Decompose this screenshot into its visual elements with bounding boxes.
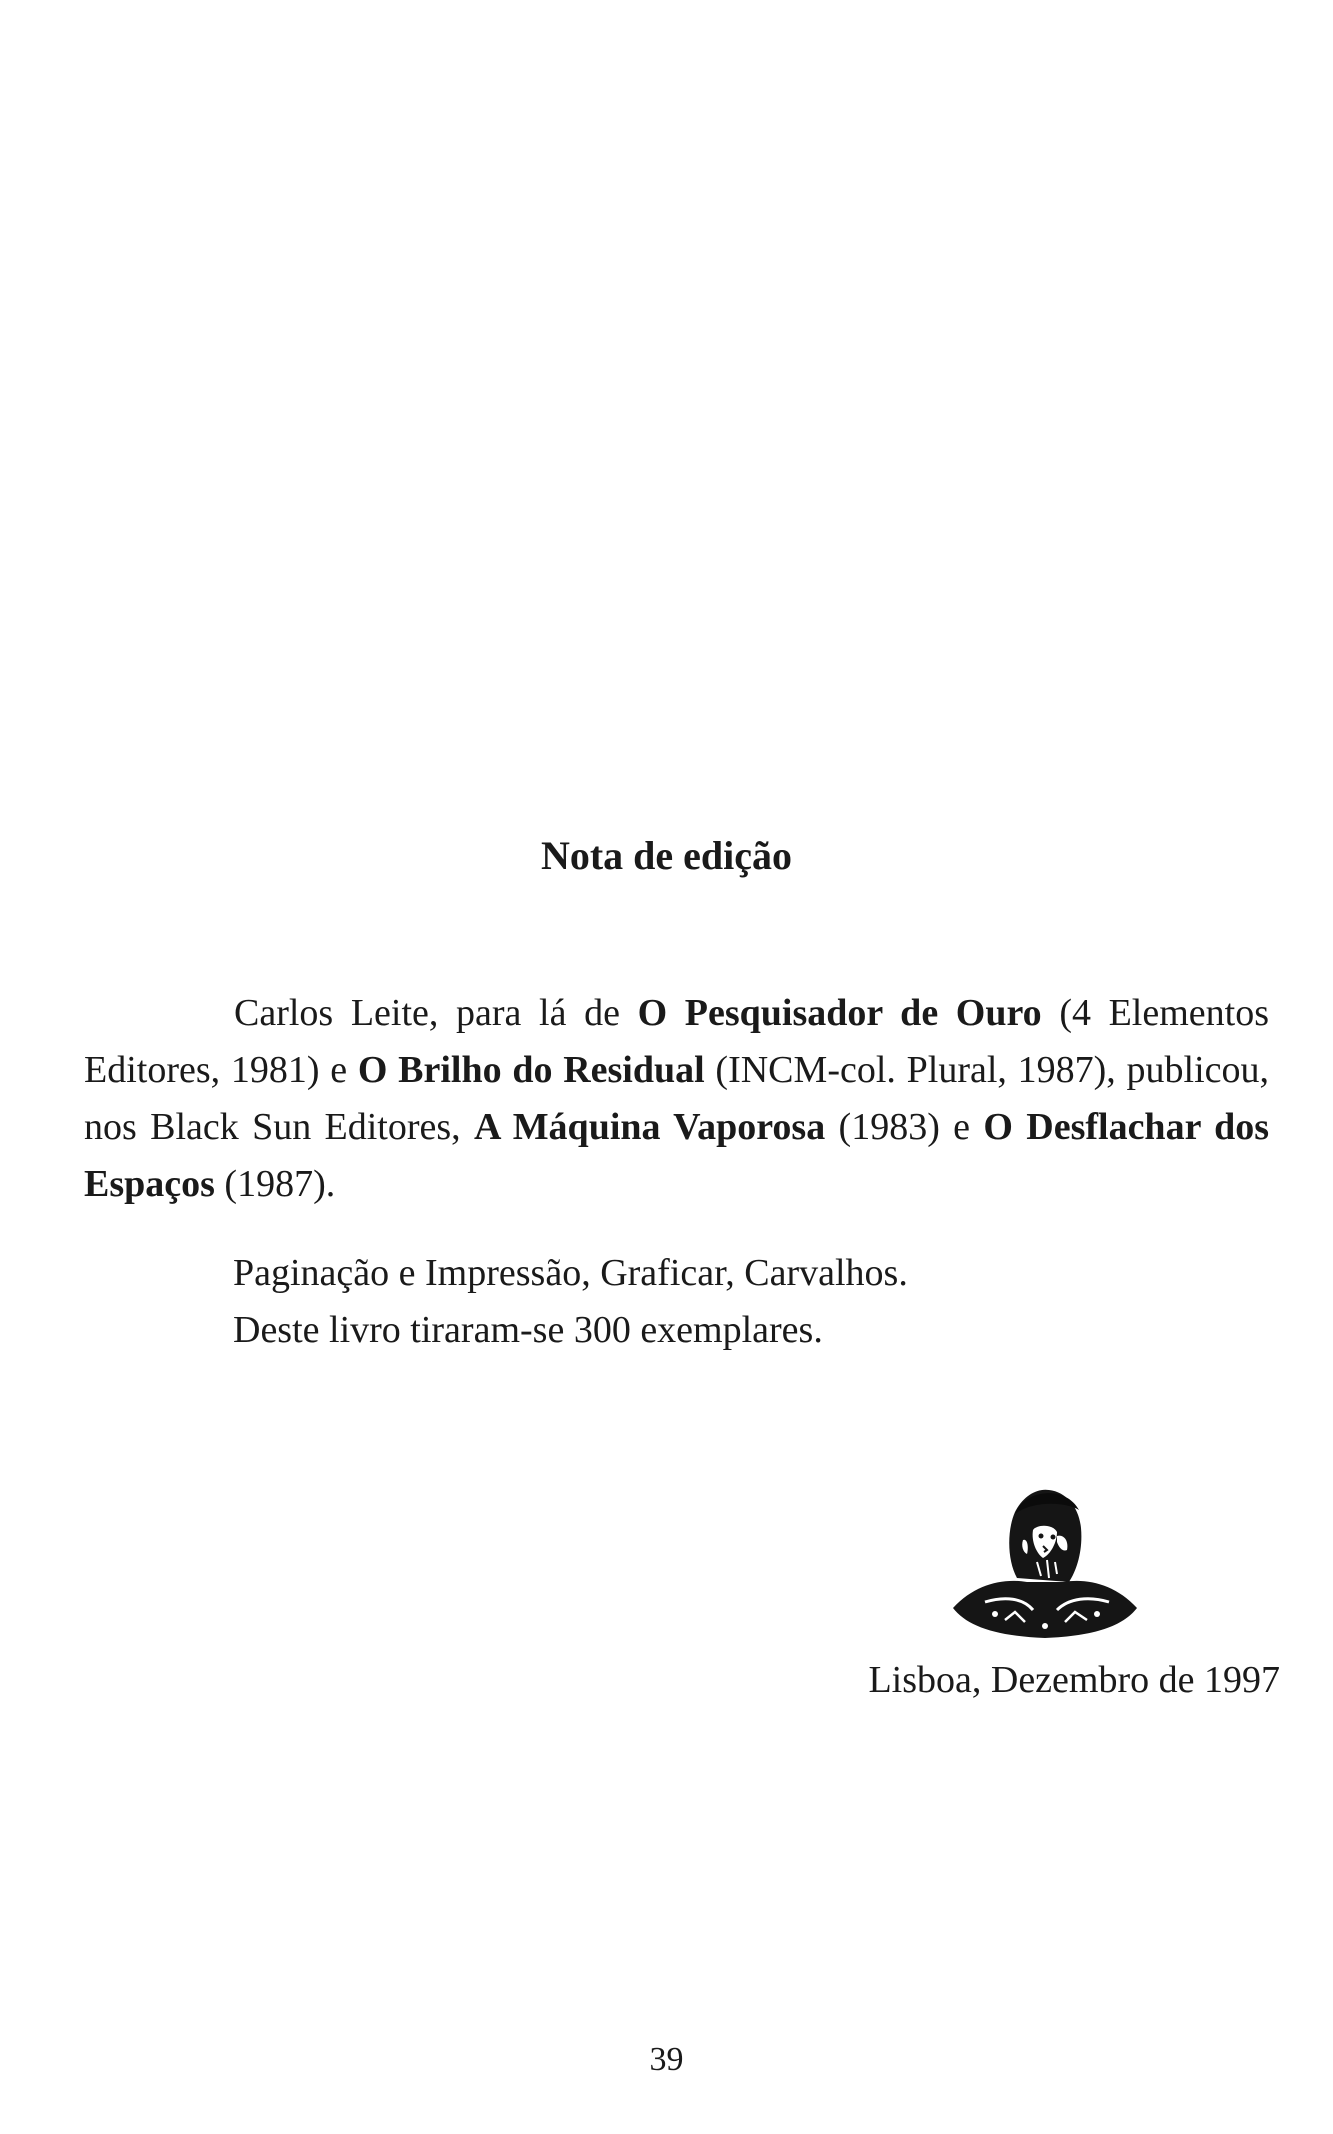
page-number: 39 (649, 2041, 684, 2078)
note-text-2: (4 Elementos Editores, 1981) e (84, 992, 1269, 1091)
note-text-4: (1983) e (825, 1106, 984, 1148)
book-title-pesquisador: O Pesquisador de Ouro (637, 992, 1042, 1034)
seal-portrait-icon (945, 1480, 1145, 1640)
book-title-brilho: O Brilho do Residual (357, 1049, 705, 1091)
note-text-1: Carlos Leite, para lá de (234, 992, 638, 1034)
book-title-maquina: A Máquina Vaporosa (474, 1106, 826, 1148)
note-text-3: (INCM-col. Plural, 1987), publicou, nos Black Sun Editores, (84, 1049, 1270, 1148)
edition-note-paragraph (84, 985, 1269, 1213)
place-and-date: Lisboa, Dezembro de 1997 (868, 1659, 1280, 1701)
page-title: Nota de edição (540, 833, 793, 878)
colophon (233, 1245, 1283, 1359)
note-text-5: (1987). (214, 1163, 336, 1205)
colophon-printing-line: Paginação e Impressão, Graficar, Carvalhos. (233, 1252, 908, 1294)
book-title-desflachar: O Desflachar dos Espaços (84, 1106, 1269, 1205)
colophon-print-run-line: Deste livro tiraram-se 300 exemplares. (233, 1309, 823, 1351)
